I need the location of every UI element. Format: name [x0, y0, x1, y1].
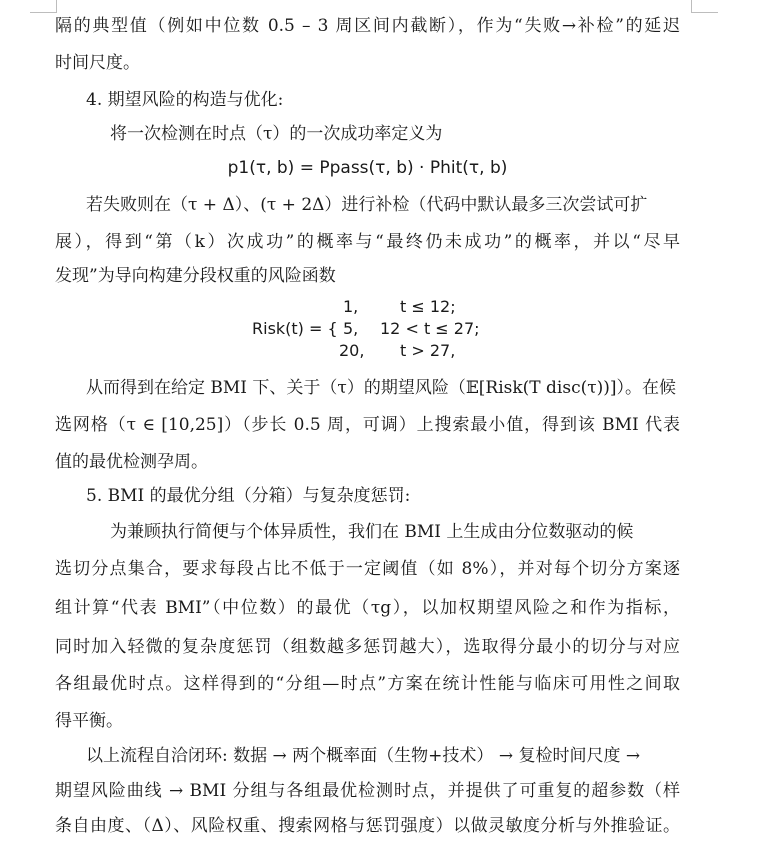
risk-condition: t ≤ 12;	[400, 297, 456, 316]
text-line: 隔的典型值（例如中位数 0.5 – 3 周区间内截断），作为“失败→补检”的延迟	[55, 16, 680, 36]
text-line: 以上流程自洽闭环: 数据 → 两个概率面（生物+技术） → 复检时间尺度 →	[86, 746, 641, 766]
text-line: 值的最优检测孕周。	[55, 452, 208, 472]
text-line: 期望风险曲线 → BMI 分组与各组最优检测时点，并提供了可重复的超参数（样	[55, 781, 680, 801]
section-heading-5: 5. BMI 的最优分组（分箱）与复杂度惩罚:	[86, 486, 411, 506]
formula-text: p1(τ, b) = Ppass(τ, b) · Phit(τ, b)	[227, 158, 508, 178]
text-line: 展），得到“第（k）次成功”的概率与“最终仍未成功”的概率，并以“尽早	[55, 232, 680, 252]
text-line: 时间尺度。	[55, 53, 140, 73]
page-corner-mark-left	[30, 0, 57, 13]
text-line: 组计算“代表 BMI”（中位数）的最优（τg），以加权期望风险之和作为指标，	[55, 598, 680, 618]
section-heading-4: 4. 期望风险的构造与优化:	[86, 90, 284, 110]
text-line: 将一次检测在时点（τ）的一次成功率定义为	[110, 124, 443, 144]
text-line: 选网格（τ ∈ [10,25]）（步长 0.5 周，可调）上搜索最小值，得到该 BMI 代表	[55, 415, 680, 435]
risk-condition: 12 < t ≤ 27;	[380, 319, 480, 338]
text-line: 若失败则在（τ + Δ）、(τ + 2Δ）进行补检（代码中默认最多三次尝试可扩	[86, 195, 648, 215]
risk-condition: t > 27,	[400, 341, 456, 360]
formula-success-rate	[55, 157, 680, 179]
text-line: 同时加入轻微的复杂度惩罚（组数越多惩罚越大），选取得分最小的切分与对应	[55, 637, 680, 657]
page-corner-mark-right	[691, 0, 718, 13]
text-line: 得平衡。	[55, 711, 123, 731]
text-line: 发现”为导向构建分段权重的风险函数	[55, 266, 336, 286]
text-line: 条自由度、（Δ）、风险权重、搜索网格与惩罚强度）以做灵敏度分析与外推验证。	[55, 816, 680, 836]
text-line: 从而得到在给定 BMI 下、关于（τ）的期望风险（𝔼[Risk(T disc(τ))]）。在候	[86, 378, 677, 398]
risk-value: 5,	[343, 319, 359, 338]
text-line: 为兼顾执行简便与个体异质性，我们在 BMI 上生成由分位数驱动的候	[110, 522, 634, 542]
text-line: 各组最优时点。这样得到的“分组—时点”方案在统计性能与临床可用性之间取	[55, 674, 680, 694]
risk-value: 20,	[339, 341, 365, 360]
risk-value: 1,	[343, 297, 359, 316]
risk-formula-lhs: Risk(t) = {	[252, 319, 338, 338]
text-line: 选切分点集合，要求每段占比不低于一定阈值（如 8%），并对每个切分方案逐	[55, 559, 680, 579]
